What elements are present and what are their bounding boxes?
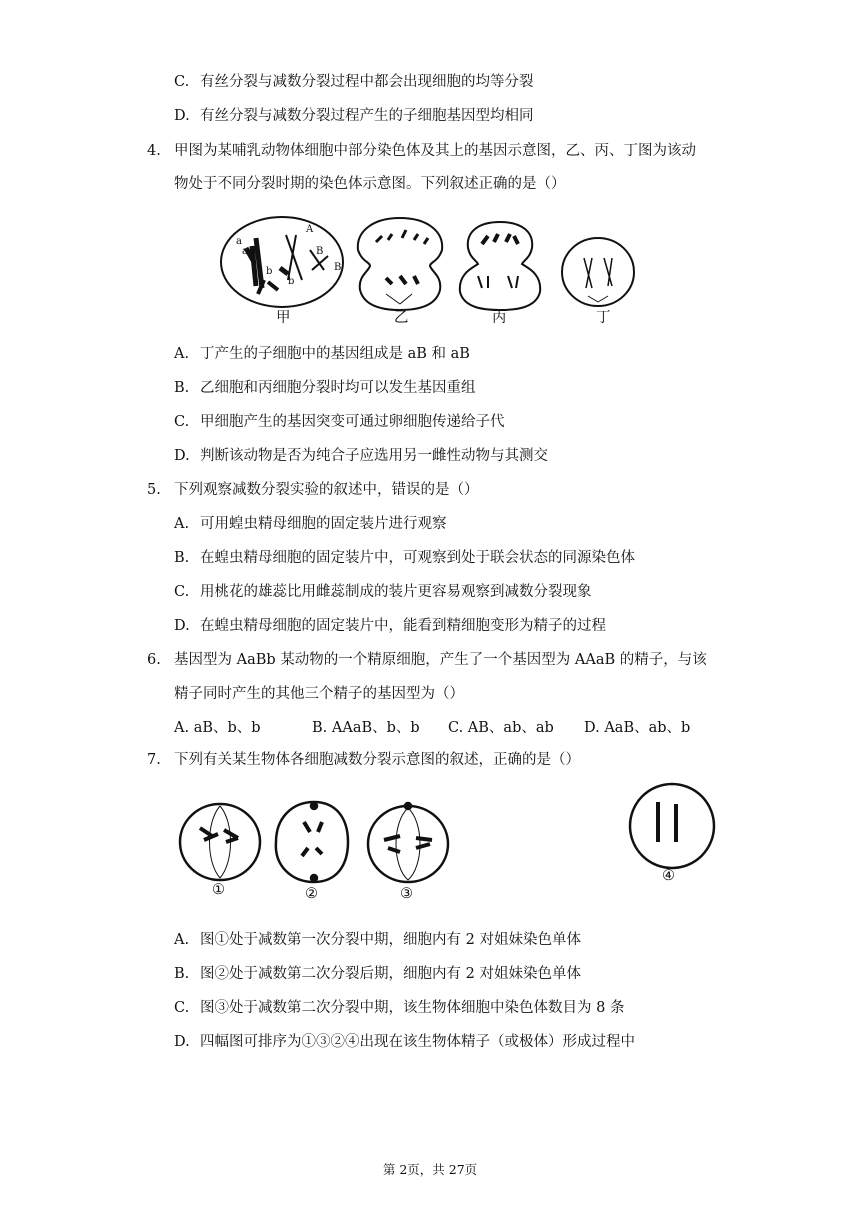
- gene-label-a2: a: [242, 246, 248, 257]
- q7-option-d: D. 四幅图可排序为①③②④出现在该生物体精子（或极体）形成过程中: [174, 1034, 635, 1050]
- cell-1: [180, 804, 260, 880]
- fig-label-3: ③: [400, 886, 413, 902]
- q6-stem-line1: 基因型为 AaBb 某动物的一个精原细胞，产生了一个基因型为 AAaB 的精子，与该: [174, 652, 707, 668]
- q4-number: 4.: [147, 143, 161, 159]
- gene-label-b2: b: [288, 276, 295, 287]
- q4-option-d: D. 判断该动物是否为纯合子应选用另一雌性动物与其测交: [174, 448, 548, 464]
- cell-ding: [562, 238, 634, 306]
- gene-label-A: A: [306, 224, 314, 235]
- q7-option-c: C. 图③处于减数第二次分裂中期，该生物体细胞中染色体数目为 8 条: [174, 1000, 625, 1016]
- q4-option-a: A. 丁产生的子细胞中的基因组成是 aB 和 aB: [174, 346, 470, 362]
- q3-option-d: D. 有丝分裂与减数分裂过程产生的子细胞基因型均相同: [174, 108, 534, 124]
- q3-option-c: C. 有丝分裂与减数分裂过程中都会出现细胞的均等分裂: [174, 74, 534, 90]
- cell-4: [630, 784, 714, 868]
- q7-option-a: A. 图①处于减数第一次分裂中期，细胞内有 2 对姐妹染色单体: [174, 932, 581, 948]
- fig-label-4: ④: [662, 868, 675, 884]
- fig-label-yi: 乙: [394, 310, 409, 326]
- q5-stem: 下列观察减数分裂实验的叙述中，错误的是（）: [174, 482, 479, 498]
- q6-option-b: B. AAaB、b、b: [312, 720, 420, 736]
- q6-option-d: D. AaB、ab、b: [584, 720, 691, 736]
- fig-label-jia: 甲: [276, 310, 291, 326]
- gene-label-B1: B: [316, 246, 324, 257]
- cell-bing: [460, 222, 540, 310]
- gene-label-b1: b: [266, 266, 273, 277]
- q6-option-a: A. aB、b、b: [174, 720, 261, 736]
- cell-yi: [358, 218, 442, 310]
- fig-label-1: ①: [212, 882, 225, 898]
- q6-option-c: C. AB、ab、ab: [448, 720, 554, 736]
- q5-option-c: C. 用桃花的雄蕊比用雌蕊制成的装片更容易观察到减数分裂现象: [174, 584, 592, 600]
- q4-stem-line2: 物处于不同分裂时期的染色体示意图。下列叙述正确的是（）: [174, 176, 566, 192]
- q6-number: 6.: [147, 652, 161, 668]
- q5-option-b: B. 在蝗虫精母细胞的固定装片中，可观察到处于联会状态的同源染色体: [174, 550, 635, 566]
- q6-stem-line2: 精子同时产生的其他三个精子的基因型为（）: [174, 686, 464, 702]
- q7-stem: 下列有关某生物体各细胞减数分裂示意图的叙述，正确的是（）: [174, 752, 580, 768]
- q5-option-a: A. 可用蝗虫精母细胞的固定装片进行观察: [174, 516, 447, 532]
- gene-label-B2: B: [334, 262, 342, 273]
- q7-option-b: B. 图②处于减数第二次分裂后期，细胞内有 2 对姐妹染色单体: [174, 966, 581, 982]
- fig-label-bing: 丙: [492, 310, 507, 326]
- q7-number: 7.: [147, 752, 161, 768]
- gene-label-a1: a: [236, 236, 242, 247]
- cell-jia: [221, 217, 343, 307]
- page-footer: 第 2页，共 27页: [382, 1162, 478, 1177]
- fig-label-2: ②: [305, 886, 318, 902]
- q4-option-b: B. 乙细胞和丙细胞分裂时均可以发生基因重组: [174, 380, 476, 396]
- q5-number: 5.: [147, 482, 161, 498]
- q7-figure: [176, 782, 726, 892]
- cell-3: [368, 803, 448, 882]
- q4-option-c: C. 甲细胞产生的基因突变可通过卵细胞传递给子代: [174, 414, 505, 430]
- q4-stem-line1: 甲图为某哺乳动物体细胞中部分染色体及其上的基因示意图，乙、丙、丁图为该动: [174, 143, 696, 159]
- fig-label-ding: 丁: [596, 310, 611, 326]
- cell-2: [276, 802, 348, 882]
- q5-option-d: D. 在蝗虫精母细胞的固定装片中，能看到精细胞变形为精子的过程: [174, 618, 606, 634]
